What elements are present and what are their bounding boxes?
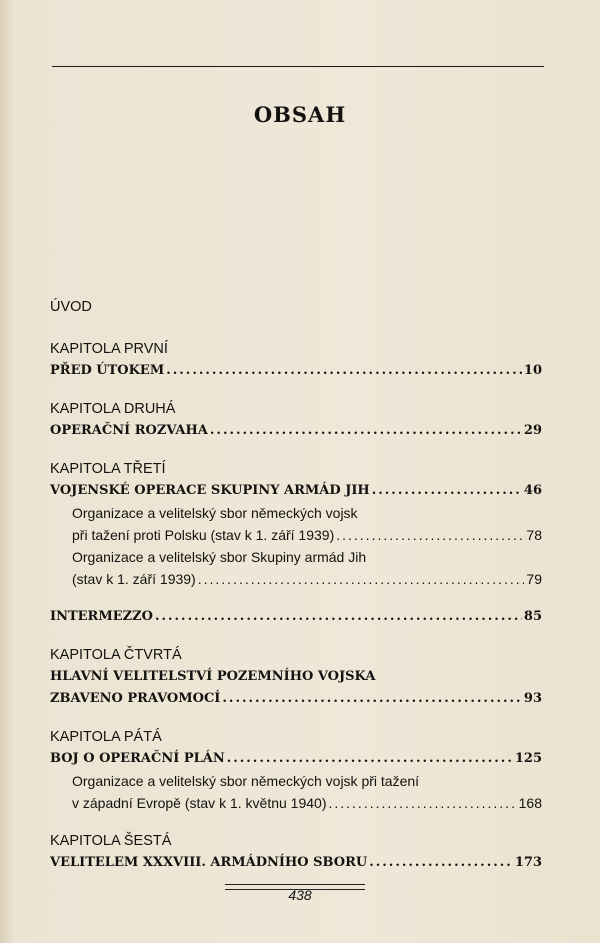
chapter-6-label: KAPITOLA ŠESTÁ <box>50 833 172 849</box>
top-rule <box>52 66 544 67</box>
chapter-3-entry <box>50 480 542 502</box>
table-of-contents <box>50 296 542 874</box>
dot-leader <box>222 688 522 710</box>
chapter-4-page: 93 <box>523 691 542 706</box>
dot-leader <box>336 524 524 546</box>
chapter-5-label: KAPITOLA PÁTÁ <box>50 729 162 745</box>
chapter-1-title: PŘED ÚTOKEM <box>50 363 165 378</box>
chapter-3-title: VOJENSKÉ OPERACE SKUPINY ARMÁD JIH <box>50 483 370 498</box>
chapter-3-sub1-line2: při tažení proti Polsku (stav k 1. září 1939) <box>72 527 335 543</box>
chapter-4-label: KAPITOLA ČTVRTÁ <box>50 647 182 663</box>
dot-leader <box>227 748 513 770</box>
dot-leader <box>155 606 522 628</box>
chapter-3-sub1-entry <box>50 524 542 546</box>
chapter-2-title: OPERAČNÍ ROZVAHA <box>50 423 208 438</box>
chapter-2-label: KAPITOLA DRUHÁ <box>50 401 176 417</box>
page-number: 438 <box>288 887 312 903</box>
chapter-3-label: KAPITOLA TŘETÍ <box>50 461 166 477</box>
chapter-3-sub2-line2: (stav k 1. září 1939) <box>72 571 196 587</box>
chapter-3-sub1-page: 78 <box>526 527 542 543</box>
chapter-5-sub1-page: 168 <box>518 795 542 811</box>
dot-leader <box>210 420 522 442</box>
chapter-5-title: BOJ O OPERAČNÍ PLÁN <box>50 751 225 766</box>
dot-leader <box>198 568 525 590</box>
chapter-5-sub1-line2: v západní Evropě (stav k 1. květnu 1940) <box>72 795 327 811</box>
intermezzo-title: INTERMEZZO <box>50 609 153 624</box>
intermezzo-entry <box>50 606 542 628</box>
chapter-3-page: 46 <box>523 483 542 498</box>
chapter-5-sub1-line1: Organizace a velitelský sbor německých vojsk při tažení <box>72 773 420 789</box>
chapter-6-page: 173 <box>514 855 542 870</box>
chapter-2-page: 29 <box>523 423 542 438</box>
dot-leader <box>372 480 522 502</box>
page-title: OBSAH <box>253 102 347 127</box>
chapter-1-entry <box>50 360 542 382</box>
chapter-2-entry <box>50 420 542 442</box>
chapter-6-entry <box>50 852 542 874</box>
chapter-3-sub2-page: 79 <box>526 571 542 587</box>
chapter-5-page: 125 <box>514 751 542 766</box>
dot-leader <box>166 360 522 382</box>
dot-leader <box>369 852 513 874</box>
chapter-3-sub2-line1: Organizace a velitelský sbor Skupiny armád Jih <box>72 549 367 565</box>
chapter-3-sub1-line1: Organizace a velitelský sbor německých vojsk <box>72 505 358 521</box>
dot-leader <box>328 792 516 814</box>
intermezzo-page: 85 <box>523 609 542 624</box>
toc-uvod: ÚVOD <box>50 299 92 315</box>
chapter-4-title-line2: ZBAVENO PRAVOMOCÍ <box>50 691 221 706</box>
chapter-5-sub1-entry <box>50 792 542 814</box>
chapter-3-sub2-entry <box>50 568 542 590</box>
chapter-4-title-line1: HLAVNÍ VELITELSTVÍ POZEMNÍHO VOJSKA <box>50 669 376 684</box>
chapter-4-entry <box>50 688 542 710</box>
chapter-6-title: VELITELEM XXXVIII. ARMÁDNÍHO SBORU <box>50 855 368 870</box>
chapter-5-entry <box>50 748 542 770</box>
chapter-1-label: KAPITOLA PRVNÍ <box>50 341 168 357</box>
chapter-1-page: 10 <box>523 363 542 378</box>
